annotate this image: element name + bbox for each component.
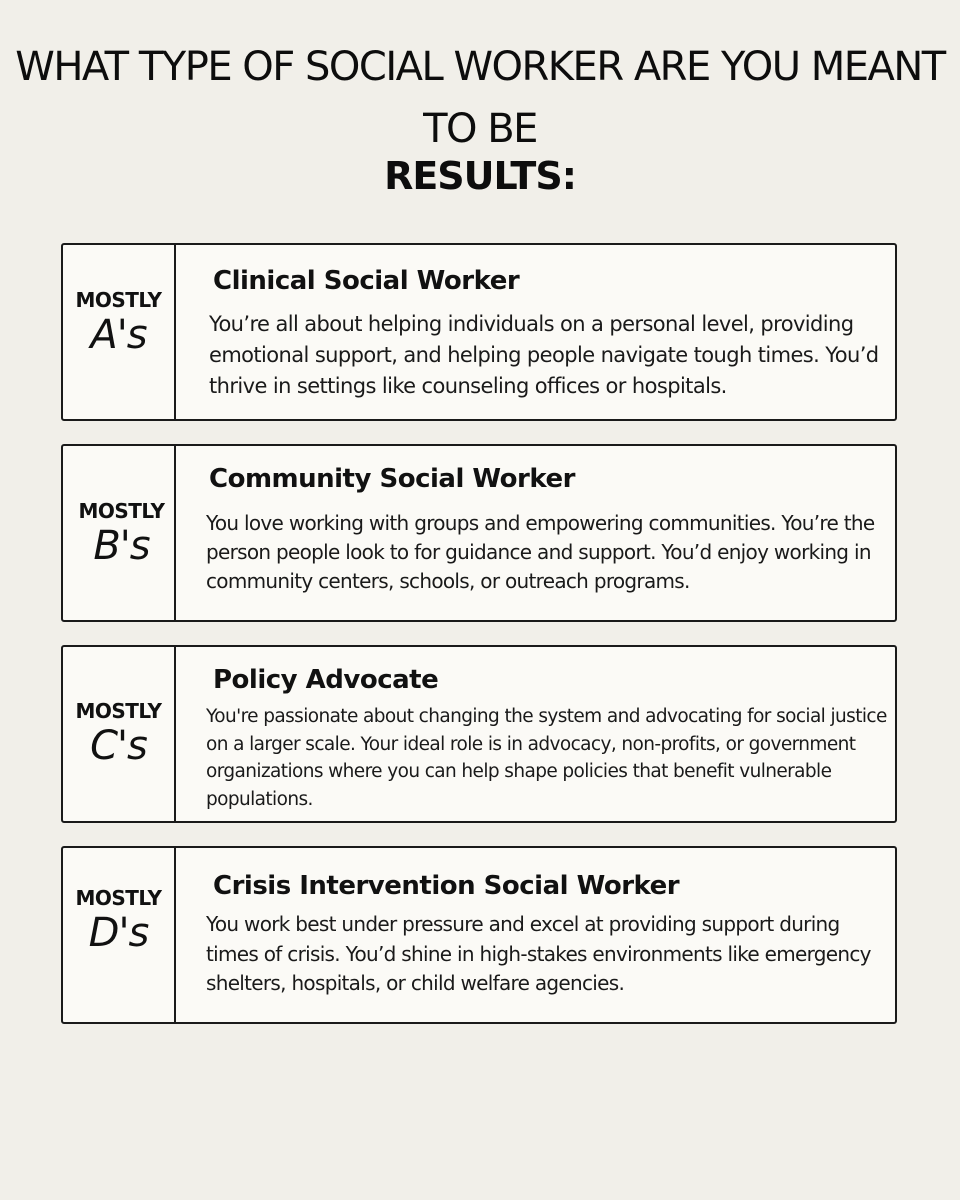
results-heading: RESULTS:	[384, 154, 576, 198]
answer-letter: B's	[93, 523, 150, 569]
result-card-c	[61, 645, 897, 823]
answer-letter: C's	[90, 723, 147, 769]
result-card-b	[61, 444, 897, 622]
result-letter-column	[63, 446, 176, 620]
role-title: Community Social Worker	[209, 464, 575, 494]
role-description: You love working with groups and empowering communities. You’re the person people look to for guidance and support. You’d enjoy working in community centers, schools, or outreach programs.	[206, 511, 875, 593]
result-card-d	[61, 846, 897, 1024]
result-letter-column	[63, 245, 176, 419]
mostly-label: MOSTLY	[75, 886, 162, 910]
role-description: You work best under pressure and excel at providing support during times of crisis. You’d shine in high-stakes environments like emergency shelters, hospitals, or child welfare agencies.	[206, 912, 871, 995]
role-title: Policy Advocate	[213, 665, 439, 695]
mostly-label: MOSTLY	[75, 699, 162, 723]
role-description: You're passionate about changing the system and advocating for social justice on a larger scale. Your ideal role is in advocacy, non-profits, or government organizations where you can help shape policies that benefit vulnerable populations.	[206, 706, 887, 810]
mostly-label: MOSTLY	[75, 288, 162, 312]
result-letter-column	[63, 848, 176, 1022]
role-title: Crisis Intervention Social Worker	[213, 871, 680, 901]
result-card-a	[61, 243, 897, 421]
page-title: WHAT TYPE OF SOCIAL WORKER ARE YOU MEANT TO BE	[15, 44, 945, 152]
result-letter-column	[63, 647, 176, 821]
role-title: Clinical Social Worker	[213, 266, 520, 296]
mostly-label: MOSTLY	[78, 499, 165, 523]
answer-letter: D's	[88, 910, 149, 956]
role-description: You’re all about helping individuals on a personal level, providing emotional support, and helping people navigate tough times. You’d thrive in settings like counseling offices or hospitals.	[209, 312, 879, 398]
answer-letter: A's	[90, 312, 147, 358]
